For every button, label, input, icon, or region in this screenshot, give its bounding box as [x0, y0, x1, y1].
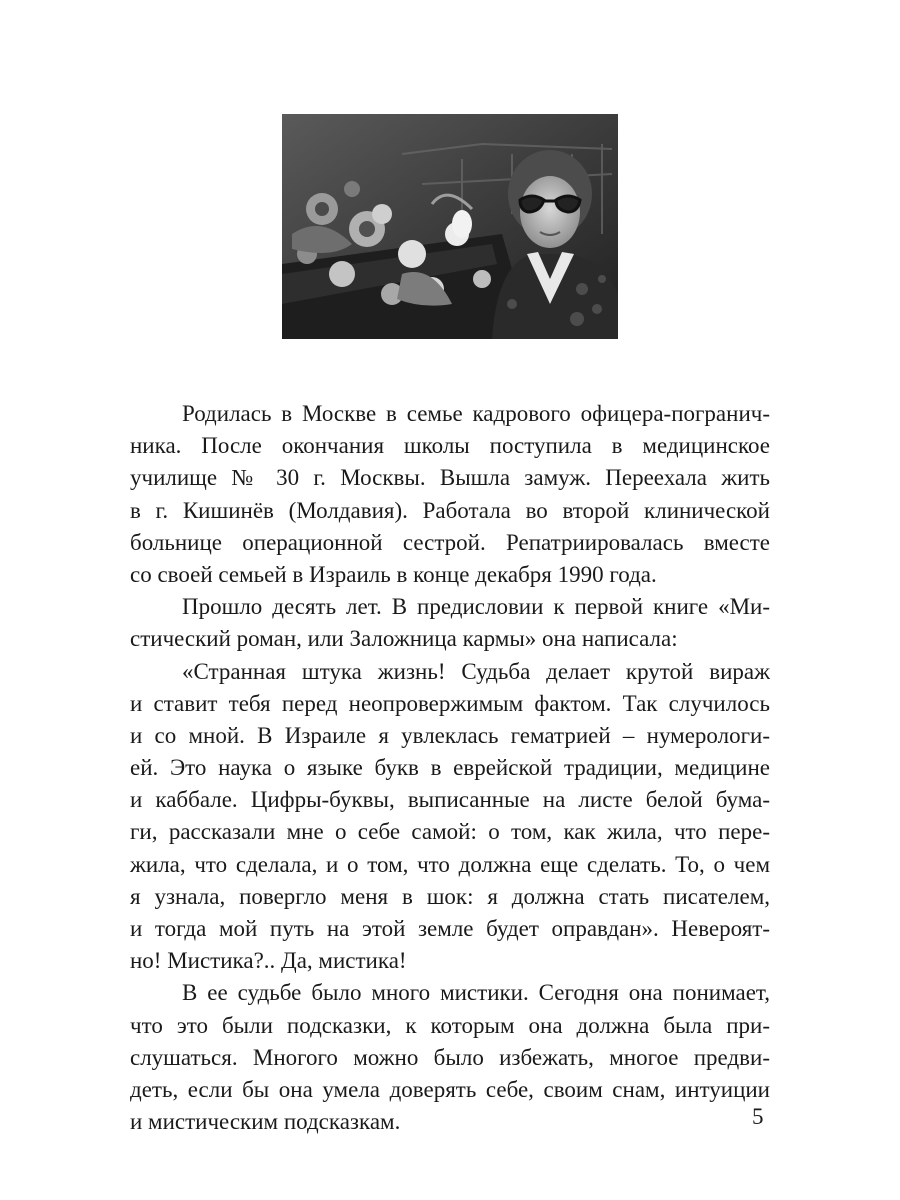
text-line: слушаться. Многого можно было избежать, многое предви- [130, 1044, 770, 1070]
text-line: ей. Это наука о языке букв в еврейской традиции, медицине [130, 755, 770, 781]
text-line: в г. Кишинёв (Молдавия). Работала во второй клинической [130, 497, 770, 523]
text-line: и тогда мой путь на этой земле будет оправдан». Невероят- [130, 916, 770, 941]
text-line: ги, рассказали мне о себе самой: о том, как жила, что пере- [130, 819, 770, 845]
text-line: Родилась в Москве в семье кадрового офицера-погранич- [182, 401, 770, 426]
body-text [130, 398, 770, 1138]
text-line: стический роман, или Заложница кармы» она написала: [130, 626, 678, 652]
paragraph [130, 656, 770, 978]
text-line: училище № 30 г. Москвы. Вышла замуж. Переехала жить [130, 465, 770, 491]
text-line: и ставит тебя перед неопровержимым фактом. Так случилось [130, 690, 770, 716]
text-line: Прошло десять лет. В предисловии к первой книге «Ми- [182, 594, 770, 620]
text-line: что это были подсказки, к которым она должна была при- [130, 1012, 770, 1038]
text-line: деть, если бы она умела доверять себе, своим снам, интуиции [130, 1076, 770, 1102]
text-line: больнице операционной сестрой. Репатриировалась вместе [130, 529, 770, 555]
text-line: жила, что сделала, и о том, что должна еще сделать. То, о чем [130, 851, 770, 877]
text-line: и мистическим подсказкам. [130, 1109, 401, 1135]
text-line: я узнала, повергло меня в шок: я должна стать писателем, [130, 883, 770, 909]
paragraph [130, 591, 770, 655]
text-line: «Странная штука жизнь! Судьба делает крутой вираж [182, 658, 770, 684]
author-photo-image [282, 114, 618, 339]
author-photo [282, 114, 618, 339]
text-line: и со мной. В Израиле я увлеклась гематрией – нумерологи- [130, 722, 770, 748]
text-line: ника. После окончания школы поступила в медицинское [130, 433, 770, 459]
paragraph [130, 977, 770, 1138]
paragraph [130, 398, 770, 591]
text-line: В ее судьбе было много мистики. Сегодня она понимает, [182, 980, 770, 1006]
text-line: со своей семьей в Израиль в конце декабря 1990 года. [130, 561, 657, 587]
page-number: 5 [752, 1104, 764, 1129]
text-line: и каббале. Цифры-буквы, выписанные на листе белой бума- [130, 787, 770, 813]
text-line: но! Мистика?.. Да, мистика! [130, 948, 407, 974]
